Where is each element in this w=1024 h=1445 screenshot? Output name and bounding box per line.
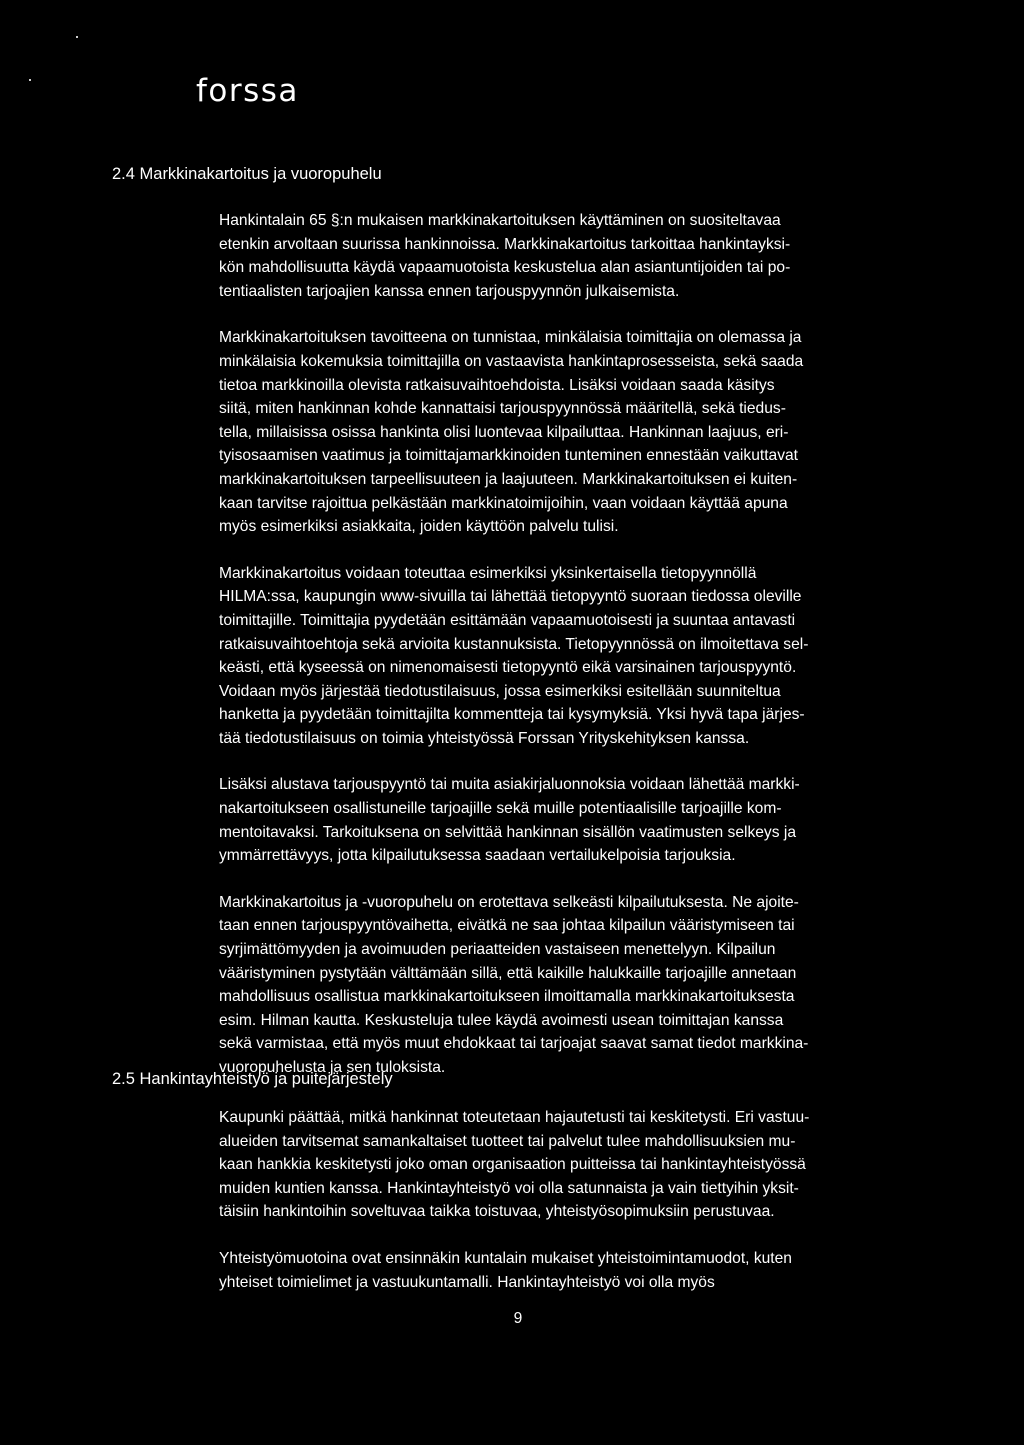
section-heading-2-5: 2.5 Hankintayhteistyö ja puitejärjestely (112, 1070, 393, 1088)
paragraph: Markkinakartoitus ja -vuoropuhelu on erotettava selkeästi kilpailutuksesta. Ne ajoite- taan ennen tarjouspyyntövaihetta, eivätkä ne saa johtaa kilpailun vääristymiseen tai syrjimättömyyden ja avoimuuden periaatteiden vastaiseen menettelyyn. Kilpailun vääristyminen pystytään välttämään sillä, että kaikille halukkaille tarjoajille annetaan mahdollisuus osallistua markkinakartoitukseen ilmoittamalla markkinakartoituksesta esim. Hilman kautta. Keskusteluja tulee käydä avoimesti usean toimittajan kanssa sekä varmistaa, että myös muut ehdokkaat tai tarjoajat saavat samat tiedot markkina- vuoropuhelusta ja sen tuloksista. (219, 893, 809, 1076)
paragraph: Markkinakartoituksen tavoitteena on tunnistaa, minkälaisia toimittajia on olemassa ja minkälaisia kokemuksia toimittajilla on vastaavista hankintaprosesseista, sekä saada tietoa markkinoilla olevista ratkaisuvaihtoehdoista. Lisäksi voidaan saada käsitys siitä, miten hankinnan kohde kannattaisi tarjouspyynnössä määritellä, sekä tiedus- tella, millaisissa osissa hankinta olisi luontevaa kilpailuttaa. Hankinnan laajuus, eri- tyisosaamisen vaatimus ja toimittajamarkkinoiden tunteminen ennestään vaikuttavat markkinakartoituksen tarpeellisuuteen ja laajuuteen. Markkinakartoituksen ei kuiten- kaan tarvitse rajoittua pelkästään markkinatoimijoihin, vaan voidaan käyttää apuna myös esimerkiksi asiakkaita, joiden käyttöön palvelu tulisi. (219, 329, 804, 536)
scan-speck (76, 36, 78, 38)
paragraph: Yhteistyömuotoina ovat ensinnäkin kuntalain mukaiset yhteistoimintamuodot, kuten yhteiset toimielimet ja vastuukuntamalli. Hankintayhteistyö voi olla myös (219, 1249, 792, 1291)
paragraph: Kaupunki päättää, mitkä hankinnat toteutetaan hajautetusti tai keskitetysti. Eri vastuu- alueiden tarvitsemat samankaltaiset tuotteet tai palvelut tulee mahdollisuuksien mu- kaan hankkia keskitetysti joko oman organisaation puitteissa tai hankintayhteistyössä muiden kuntien kanssa. Hankintayhteistyö voi olla satunnaista ja vain tiettyihin yksit- täisiin hankintoihin soveltuvaa taikka toistuvaa, yhteistyösopimuksiin perustuvaa. (219, 1109, 810, 1221)
section-body-2-5 (219, 1106, 909, 1294)
section-heading-2-4: 2.4 Markkinakartoitus ja vuoropuhelu (112, 165, 382, 183)
page-number: 9 (513, 1310, 523, 1327)
scan-speck (29, 79, 31, 81)
paragraph: Markkinakartoitus voidaan toteuttaa esimerkiksi yksinkertaisella tietopyynnöllä HILMA:ssa, kaupungin www-sivuilla tai lähettää tietopyyntö suoraan tiedossa oleville toimittajille. Toimittajia pyydetään esittämään vapaamuotoisesti ja suuntaa antavasti ratkaisuvaihtoehtoja sekä arvioita kustannuksista. Tietopyynnössä on ilmoitettava sel- keästi, että kyseessä on nimenomaisesti tietopyyntö eikä varsinainen tarjouspyyntö. Voidaan myös järjestää tiedotustilaisuus, jossa esimerkiksi esitellään suunniteltua hanketta ja pyydetään toimittajilta kommentteja tai kysymyksiä. Yksi hyvä tapa järjes- tää tiedotustilaisuus on toimia yhteistyössä Forssan Yrityskehityksen kanssa. (219, 564, 809, 747)
paragraph: Hankintalain 65 §:n mukaisen markkinakartoituksen käyttäminen on suositeltavaa etenkin arvoltaan suurissa hankinnoissa. Markkinakartoitus tarkoittaa hankintayksi- kön mahdollisuutta käydä vapaamuotoista keskustelua alan asiantuntijoiden tai po- tentiaalisten tarjoajien kanssa ennen tarjouspyynnön julkaisemista. (219, 212, 791, 300)
paragraph: Lisäksi alustava tarjouspyyntö tai muita asiakirjaluonnoksia voidaan lähettää markki- nakartoitukseen osallistuneille tarjoajille sekä muille potentiaalisille tarjoajille kom- mentoitavaksi. Tarkoituksena on selvittää hankinnan sisällön vaatimusten selkeys ja ymmärrettävyys, jotta kilpailutuksessa saadaan vertailukelpoisia tarjouksia. (219, 776, 800, 865)
section-body-2-4 (219, 209, 909, 1080)
forssa-logo: forssa (196, 73, 299, 109)
